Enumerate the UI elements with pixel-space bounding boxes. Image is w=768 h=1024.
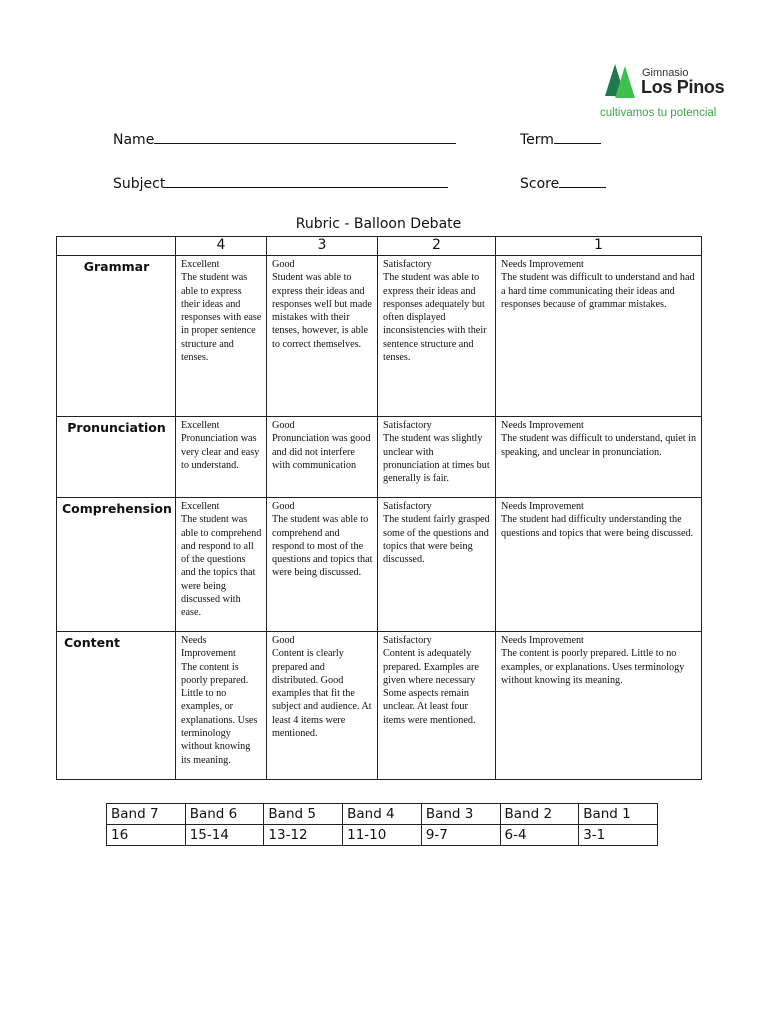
criterion-label: Grammar <box>57 256 176 417</box>
band-label: Band 3 <box>421 804 500 825</box>
level-description: Content is adequately prepared. Examples are given where necessary Some aspects remain unclear. At least four items were mentioned. <box>383 648 479 726</box>
level-label: Needs Improvement <box>501 635 584 646</box>
term-label: Term <box>520 132 554 148</box>
criterion-header <box>57 237 176 256</box>
level-description: Pronunciation was good and did not interfere with communication <box>272 433 371 471</box>
band-range: 15-14 <box>185 825 264 846</box>
level-description: The student was difficult to understand and had a hard time communicating their ideas and responses because of grammar mistakes. <box>501 272 695 310</box>
band-range: 6-4 <box>500 825 579 846</box>
level-description: Pronunciation was very clear and easy to understand. <box>181 433 260 471</box>
score-line[interactable] <box>559 174 606 188</box>
level-label: Good <box>272 259 295 270</box>
subject-field[interactable] <box>113 174 448 192</box>
level-description: The student had difficulty understanding the questions and topics that were being discussed. <box>501 514 694 539</box>
rubric-cell <box>267 498 378 632</box>
criterion-label: Content <box>57 632 176 780</box>
level-label: Needs Improvement <box>501 501 584 512</box>
logo-brand-name: Los Pinos <box>641 77 725 97</box>
name-field[interactable] <box>113 130 456 148</box>
level-label: Satisfactory <box>383 501 432 512</box>
score-header: 1 <box>496 237 702 256</box>
band-range-row <box>107 825 658 846</box>
rubric-cell <box>176 632 267 780</box>
level-description: The student was slightly unclear with pronunciation at times but generally is fair. <box>383 433 490 485</box>
level-label: Excellent <box>181 501 220 512</box>
term-field[interactable] <box>520 130 601 148</box>
rubric-cell <box>496 632 702 780</box>
band-label: Band 2 <box>500 804 579 825</box>
score-header: 3 <box>267 237 378 256</box>
rubric-row-grammar <box>57 256 702 417</box>
score-label: Score <box>520 176 560 192</box>
level-label: Excellent <box>181 259 220 270</box>
rubric-cell <box>378 632 496 780</box>
rubric-cell <box>496 256 702 417</box>
rubric-cell <box>378 417 496 498</box>
level-description: The student fairly grasped some of the questions and topics that were being discussed. <box>383 514 490 566</box>
level-description: The student was able to express their ideas and responses with ease in proper sentence structure and tenses. <box>181 272 262 364</box>
score-header: 4 <box>176 237 267 256</box>
pine-trees-icon <box>601 62 641 102</box>
level-description: The student was able to express their ideas and responses adequately but often displayed inconsistencies with their sentence structure and tenses. <box>383 272 487 364</box>
level-label: Satisfactory <box>383 420 432 431</box>
band-label: Band 5 <box>264 804 343 825</box>
level-description: The content is poorly prepared. Little to no examples, or explanations. Uses terminology without knowing its meaning. <box>181 661 258 766</box>
rubric-cell <box>496 417 702 498</box>
band-label: Band 1 <box>579 804 658 825</box>
level-description: The student was difficult to understand, quiet in speaking, and unclear in pronunciation. <box>501 433 697 458</box>
band-range: 13-12 <box>264 825 343 846</box>
level-label: Good <box>272 420 295 431</box>
subject-line[interactable] <box>165 174 448 188</box>
band-label: Band 6 <box>185 804 264 825</box>
level-label: Satisfactory <box>383 635 432 646</box>
rubric-table <box>56 236 702 780</box>
band-range: 16 <box>107 825 186 846</box>
band-range: 11-10 <box>343 825 422 846</box>
rubric-cell <box>267 632 378 780</box>
criterion-label: Comprehension <box>57 498 176 632</box>
rubric-cell <box>176 498 267 632</box>
band-label: Band 4 <box>343 804 422 825</box>
level-description: The content is poorly prepared. Little to no examples, or explanations. Uses terminology without knowing its meaning. <box>501 648 685 686</box>
band-range: 9-7 <box>421 825 500 846</box>
rubric-cell <box>267 256 378 417</box>
level-label: Good <box>272 635 295 646</box>
criterion-label: Pronunciation <box>57 417 176 498</box>
rubric-row-content <box>57 632 702 780</box>
rubric-title: Rubric - Balloon Debate <box>295 216 462 232</box>
level-label: Satisfactory <box>383 259 432 270</box>
score-field[interactable] <box>520 174 606 192</box>
name-line[interactable] <box>154 130 456 144</box>
rubric-cell <box>267 417 378 498</box>
rubric-cell <box>378 498 496 632</box>
level-description: Content is clearly prepared and distributed. Good examples that fit the subject and audience. At least 4 items were mentioned. <box>272 648 372 740</box>
logo-tagline: cultivamos tu potencial <box>600 107 717 119</box>
rubric-cell <box>496 498 702 632</box>
name-label: Name <box>113 132 155 148</box>
school-logo <box>600 60 730 124</box>
score-header: 2 <box>378 237 496 256</box>
level-description: Student was able to express their ideas and responses well but made mistakes with their tenses, however, is able to correct themselves. <box>272 272 372 350</box>
level-label: Excellent <box>181 420 220 431</box>
logo-school-label: Gimnasio <box>642 67 689 79</box>
rubric-row-comprehension <box>57 498 702 632</box>
rubric-cell <box>378 256 496 417</box>
level-description: The student was able to comprehend and respond to all of the questions and the topics that were being discussed with ease. <box>181 514 262 619</box>
subject-label: Subject <box>113 176 166 192</box>
rubric-header-row <box>57 237 702 256</box>
level-label: Needs Improvement <box>501 259 584 270</box>
band-range: 3-1 <box>579 825 658 846</box>
band-table <box>106 803 658 846</box>
term-line[interactable] <box>554 130 601 144</box>
level-label: Needs Improvement <box>181 635 236 660</box>
level-description: The student was able to comprehend and respond to most of the questions and topics that were being discussed. <box>272 514 373 579</box>
rubric-row-pronunciation <box>57 417 702 498</box>
rubric-cell <box>176 256 267 417</box>
level-label: Needs Improvement <box>501 420 584 431</box>
band-label: Band 7 <box>107 804 186 825</box>
band-label-row <box>107 804 658 825</box>
rubric-cell <box>176 417 267 498</box>
level-label: Good <box>272 501 295 512</box>
